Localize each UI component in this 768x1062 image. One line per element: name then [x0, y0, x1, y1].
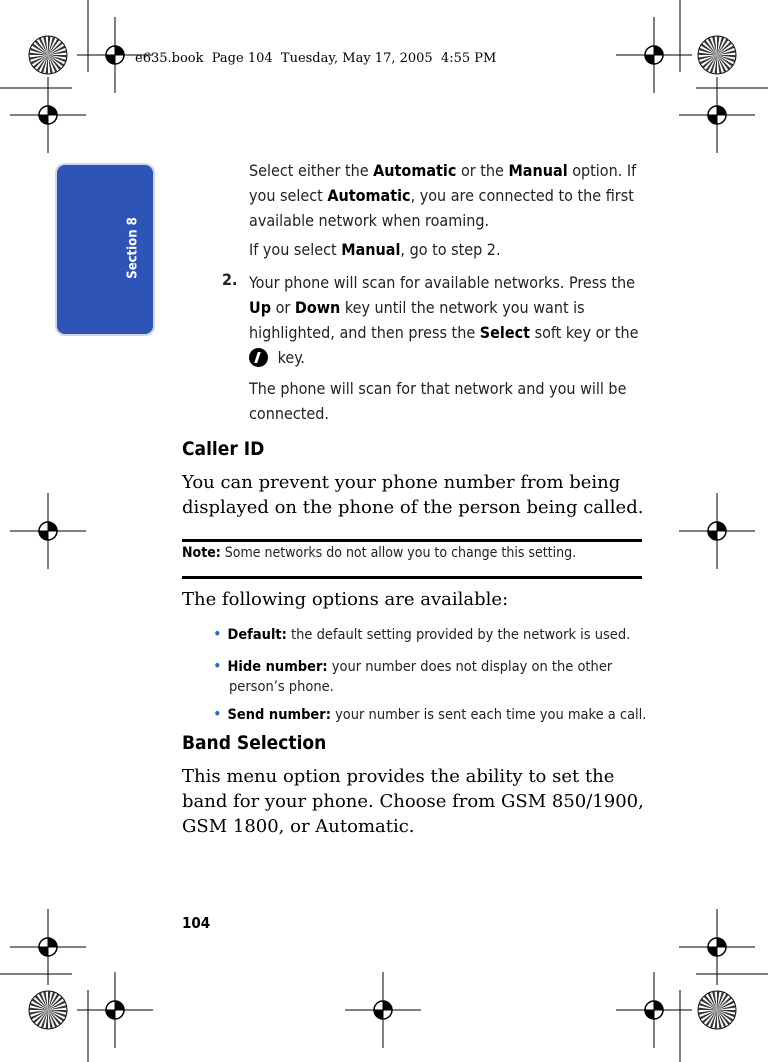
options-intro: The following options are available: [182, 589, 509, 610]
bullet-icon: • [213, 704, 222, 723]
option-hide-number: • Hide number: your number does not display on the other person’s phone. [213, 656, 613, 695]
registration-sunburst [29, 36, 67, 74]
registration-sunburst [698, 36, 736, 74]
registration-crosshair [10, 493, 86, 569]
registration-sunburst [698, 991, 736, 1029]
ok-key-icon [249, 348, 268, 367]
caller-id-heading: Caller ID [182, 438, 265, 460]
option-default: • Default: the default setting provided by the network is used. [213, 624, 631, 643]
registration-crosshair [616, 17, 692, 93]
registration-crosshair [679, 493, 755, 569]
band-selection-body: This menu option provides the ability to set the band for your phone. Choose from GSM 850/1900, GSM 1800, or Automatic. [182, 766, 644, 837]
note-bottom-rule [182, 576, 642, 579]
note: Note: Some networks do not allow you to change this setting. [182, 545, 577, 561]
note-top-rule [182, 539, 642, 542]
band-selection-heading: Band Selection [182, 732, 327, 754]
print-header: e635.book Page 104 Tuesday, May 17, 2005 4:55 PM [135, 51, 497, 66]
registration-crosshair [345, 972, 421, 1048]
manual-paragraph: If you select Manual, go to step 2. [249, 240, 501, 259]
registration-sunburst [29, 991, 67, 1029]
bullet-icon: • [213, 656, 222, 675]
automatic-manual-paragraph: Select either the Automatic or the Manual option. If you select Automatic, you are connected to the first available network when roaming. [249, 161, 637, 230]
registration-crosshair [616, 972, 692, 1048]
caller-id-body: You can prevent your phone number from being displayed on the phone of the person being called. [182, 472, 644, 518]
step-2-text: Your phone will scan for available networks. Press the Up or Down key until the network you want is highlighted, and then press the Select soft key or the key. [249, 273, 639, 367]
step-number: 2. [222, 270, 238, 289]
option-send-number: • Send number: your number is sent each time you make a call. [213, 704, 647, 723]
section-tab-label: Section 8 [125, 217, 141, 279]
page-number: 104 [182, 914, 211, 932]
step-2-result: The phone will scan for that network and you will be connected. [249, 379, 627, 423]
bullet-icon: • [213, 624, 222, 643]
